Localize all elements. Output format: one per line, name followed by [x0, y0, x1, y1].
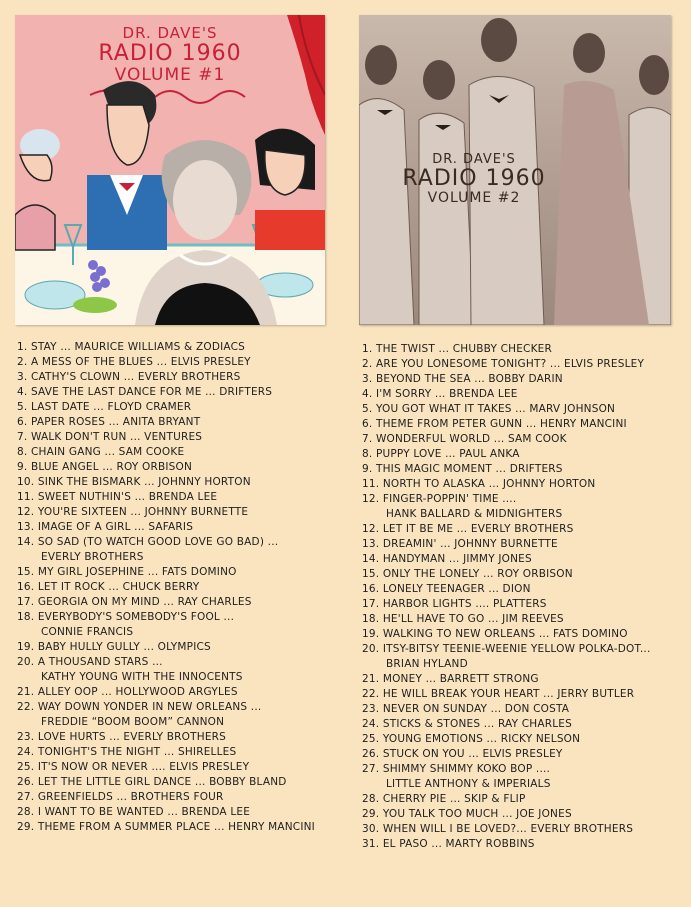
- track-item: 14. SO SAD (TO WATCH GOOD LOVE GO BAD) ...: [17, 536, 279, 548]
- track-item: 30. WHEN WILL I BE LOVED?... EVERLY BROTHERS: [362, 823, 634, 835]
- track-item-continuation: CONNIE FRANCIS: [41, 626, 134, 638]
- track-item: 10. SINK THE BISMARK ... JOHNNY HORTON: [17, 476, 251, 488]
- track-item: 26. LET THE LITTLE GIRL DANCE ... BOBBY BLAND: [17, 776, 287, 788]
- track-item: 20. ITSY-BITSY TEENIE-WEENIE YELLOW POLKA-DOT...: [362, 643, 651, 655]
- track-item: 14. HANDYMAN ... JIMMY JONES: [362, 553, 532, 565]
- track-item: 27. SHIMMY SHIMMY KOKO BOP ....: [362, 763, 551, 775]
- cover-volume-1: [15, 15, 325, 325]
- track-item: 16. LET IT ROCK ... CHUCK BERRY: [17, 581, 200, 593]
- track-item: 5. LAST DATE ... FLOYD CRAMER: [17, 401, 192, 413]
- track-item: 18. EVERYBODY'S SOMEBODY'S FOOL ...: [17, 611, 235, 623]
- track-item-continuation: EVERLY BROTHERS: [41, 551, 144, 563]
- track-item: 24. TONIGHT'S THE NIGHT ... SHIRELLES: [17, 746, 237, 758]
- track-item: 6. THEME FROM PETER GUNN ... HENRY MANCINI: [362, 418, 627, 430]
- track-item: 12. YOU'RE SIXTEEN ... JOHNNY BURNETTE: [17, 506, 249, 518]
- track-item: 3. CATHY'S CLOWN ... EVERLY BROTHERS: [17, 371, 241, 383]
- track-item: 9. THIS MAGIC MOMENT ... DRIFTERS: [362, 463, 563, 475]
- track-item: 11. NORTH TO ALASKA ... JOHNNY HORTON: [362, 478, 596, 490]
- track-item-continuation: FREDDIE “BOOM BOOM” CANNON: [41, 716, 225, 728]
- track-item: 31. EL PASO ... MARTY ROBBINS: [362, 838, 535, 850]
- track-item: 13. IMAGE OF A GIRL ... SAFARIS: [17, 521, 194, 533]
- cover-1-title-line-2: RADIO 1960: [98, 40, 242, 66]
- track-item: 1. STAY ... MAURICE WILLIAMS & ZODIACS: [17, 341, 245, 353]
- cover-1-title-line-3: VOLUME #1: [114, 64, 226, 85]
- track-item: 26. STUCK ON YOU ... ELVIS PRESLEY: [362, 748, 563, 760]
- track-item: 1. THE TWIST ... CHUBBY CHECKER: [362, 343, 553, 355]
- track-item: 3. BEYOND THE SEA ... BOBBY DARIN: [362, 373, 563, 385]
- tracklist-volume-1: [17, 340, 342, 835]
- track-item: 27. GREENFIELDS ... BROTHERS FOUR: [17, 791, 224, 803]
- track-item: 8. CHAIN GANG ... SAM COOKE: [17, 446, 185, 458]
- track-item: 12. LET IT BE ME ... EVERLY BROTHERS: [362, 523, 574, 535]
- track-item: 4. I'M SORRY ... BRENDA LEE: [362, 388, 518, 400]
- track-item-continuation: BRIAN HYLAND: [386, 658, 468, 670]
- track-item: 13. DREAMIN' ... JOHNNY BURNETTE: [362, 538, 558, 550]
- track-item-continuation: HANK BALLARD & MIDNIGHTERS: [386, 508, 563, 520]
- track-item: 24. STICKS & STONES ... RAY CHARLES: [362, 718, 572, 730]
- cover-1-title-line-1: DR. DAVE'S: [122, 24, 218, 42]
- track-item: 15. ONLY THE LONELY ... ROY ORBISON: [362, 568, 573, 580]
- track-item-continuation: KATHY YOUNG WITH THE INNOCENTS: [41, 671, 243, 683]
- track-item: 7. WALK DON'T RUN ... VENTURES: [17, 431, 203, 443]
- track-item: 28. CHERRY PIE ... SKIP & FLIP: [362, 793, 526, 805]
- track-item: 17. HARBOR LIGHTS .... PLATTERS: [362, 598, 547, 610]
- track-item: 28. I WANT TO BE WANTED ... BRENDA LEE: [17, 806, 251, 818]
- track-item-continuation: LITTLE ANTHONY & IMPERIALS: [386, 778, 551, 790]
- track-item: 25. IT'S NOW OR NEVER .... ELVIS PRESLEY: [17, 761, 250, 773]
- track-item: 16. LONELY TEENAGER ... DION: [362, 583, 531, 595]
- track-item: 25. YOUNG EMOTIONS ... RICKY NELSON: [362, 733, 581, 745]
- track-item: 2. ARE YOU LONESOME TONIGHT? ... ELVIS PRESLEY: [362, 358, 645, 370]
- track-item: 15. MY GIRL JOSEPHINE ... FATS DOMINO: [17, 566, 237, 578]
- track-item: 29. THEME FROM A SUMMER PLACE ... HENRY MANCINI: [17, 821, 315, 833]
- cover-2-title-line-3: VOLUME #2: [427, 190, 521, 207]
- track-item: 11. SWEET NUTHIN'S ... BRENDA LEE: [17, 491, 218, 503]
- track-item: 20. A THOUSAND STARS ...: [17, 656, 163, 668]
- track-item: 23. NEVER ON SUNDAY ... DON COSTA: [362, 703, 570, 715]
- cover-volume-2: [359, 15, 671, 325]
- track-item: 21. MONEY ... BARRETT STRONG: [362, 673, 539, 685]
- track-item: 18. HE'LL HAVE TO GO ... JIM REEVES: [362, 613, 564, 625]
- track-item: 19. WALKING TO NEW ORLEANS ... FATS DOMINO: [362, 628, 628, 640]
- track-item: 8. PUPPY LOVE ... PAUL ANKA: [362, 448, 520, 460]
- track-item: 9. BLUE ANGEL ... ROY ORBISON: [17, 461, 193, 473]
- track-item: 2. A MESS OF THE BLUES ... ELVIS PRESLEY: [17, 356, 251, 368]
- track-item: 4. SAVE THE LAST DANCE FOR ME ... DRIFTERS: [17, 386, 273, 398]
- track-item: 22. HE WILL BREAK YOUR HEART ... JERRY BUTLER: [362, 688, 635, 700]
- track-item: 29. YOU TALK TOO MUCH ... JOE JONES: [362, 808, 572, 820]
- track-item: 5. YOU GOT WHAT IT TAKES ... MARV JOHNSON: [362, 403, 616, 415]
- track-item: 12. FINGER-POPPIN' TIME ....: [362, 493, 517, 505]
- track-item: 23. LOVE HURTS ... EVERLY BROTHERS: [17, 731, 227, 743]
- cover-2-title-line-2: RADIO 1960: [402, 166, 546, 192]
- track-item: 22. WAY DOWN YONDER IN NEW ORLEANS ...: [17, 701, 262, 713]
- tracklist-volume-2: [362, 342, 682, 852]
- track-item: 7. WONDERFUL WORLD ... SAM COOK: [362, 433, 567, 445]
- track-item: 6. PAPER ROSES ... ANITA BRYANT: [17, 416, 201, 428]
- track-item: 19. BABY HULLY GULLY ... OLYMPICS: [17, 641, 211, 653]
- track-item: 17. GEORGIA ON MY MIND ... RAY CHARLES: [17, 596, 252, 608]
- track-item: 21. ALLEY OOP ... HOLLYWOOD ARGYLES: [17, 686, 238, 698]
- cover-2-title-line-1: DR. DAVE'S: [432, 152, 516, 167]
